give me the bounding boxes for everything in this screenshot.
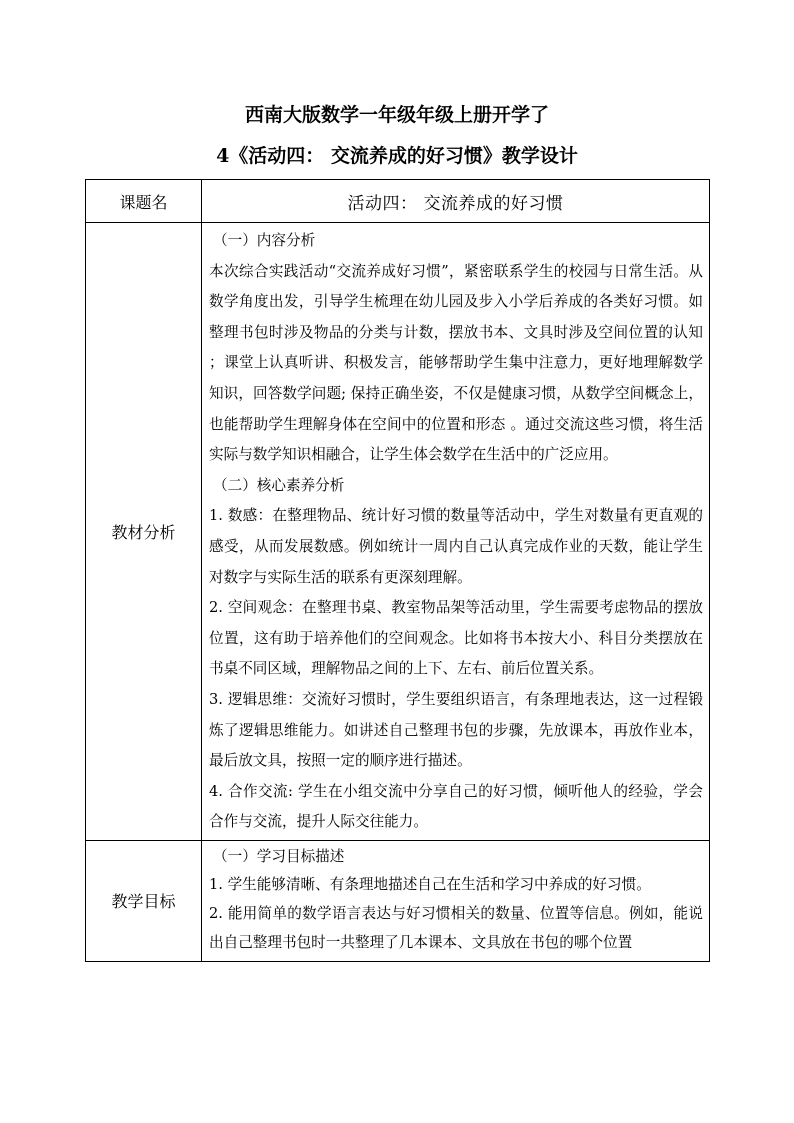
table-row-material-analysis <box>86 223 710 841</box>
document-subtitle: 4《活动四： 交流养成的好习惯》教学设计 <box>216 145 578 167</box>
label-subject: 课题名 <box>86 180 202 223</box>
label-material-analysis: 教材分析 <box>86 223 202 841</box>
material-analysis-content <box>202 223 710 841</box>
document-title: 西南大版数学一年级年级上册开学了 <box>244 104 549 126</box>
section-heading-learning-goals: （一）学习目标描述 <box>213 847 345 865</box>
goal-item-1: 1. 学生能够清晰、有条理地描述自己在生活和学习中养成的好习惯。 <box>209 876 651 894</box>
content-analysis-paragraph: 本次综合实践活动“交流养成好习惯”，紧密联系学生的校园与日常生活。从数学角度出发，引导学生梳理在幼儿园及步入小学后养成的各类好习惯。如整理书包时涉及物品的分类与计数，摆放书本、文具时涉及空间位置的认知 ；课堂上认真听讲、积极发言，能够帮助学生集中注意力，更好地理解数学知识，回答数学问题; 保持正确坐姿，不仅是健康习惯，从数学空间概念上，也能帮助学生理解身体在空间中的位置和形态 。通过交流这些习惯，将生活实际与数学知识相融合，让学生体会数学在生活中的广泛应用。 <box>209 262 703 464</box>
literacy-item-logical-thinking: 3. 逻辑思维：交流好习惯时，学生要组织语言，有条理地表达，这一过程锻炼了逻辑思维能力。如讲述自己整理书包的步骤，先放课本，再放作业本，最后放文具，按照一定的顺序进行描述。 <box>209 690 703 770</box>
subject-value: 活动四： 交流养成的好习惯 <box>202 180 710 223</box>
lesson-design-table <box>85 179 710 962</box>
literacy-item-cooperation: 4. 合作交流: 学生在小组交流中分享自己的好习惯，倾听他人的经验，学会合作与交流，提升人际交往能力。 <box>209 782 703 831</box>
table-row-subject <box>86 180 710 223</box>
section-heading-core-literacy: （二）核心素养分析 <box>213 476 345 494</box>
teaching-goals-content <box>202 840 710 961</box>
section-heading-content-analysis: （一）内容分析 <box>213 232 316 249</box>
table-row-teaching-goals <box>86 840 710 961</box>
literacy-item-spatial-concept: 2. 空间观念：在整理书桌、教室物品架等活动里，学生需要考虑物品的摆放位置，这有助于培养他们的空间观念。比如将书本按大小、科目分类摆放在书桌不同区域，理解物品之间的上下、左右、前后位置关系。 <box>209 599 703 678</box>
goal-item-2: 2. 能用简单的数学语言表达与好习惯相关的数量、位置等信息。例如，能说出自己整理书包时一共整理了几本课本、文具放在书包的哪个位置 <box>209 905 703 951</box>
literacy-item-number-sense: 1. 数感：在整理物品、统计好习惯的数量等活动中，学生对数量有更直观的感受，从而发展数感。例如统计一周内自己认真完成作业的天数，能让学生对数字与实际生活的联系有更深刻理解。 <box>209 507 703 586</box>
label-teaching-goals: 教学目标 <box>86 840 202 961</box>
